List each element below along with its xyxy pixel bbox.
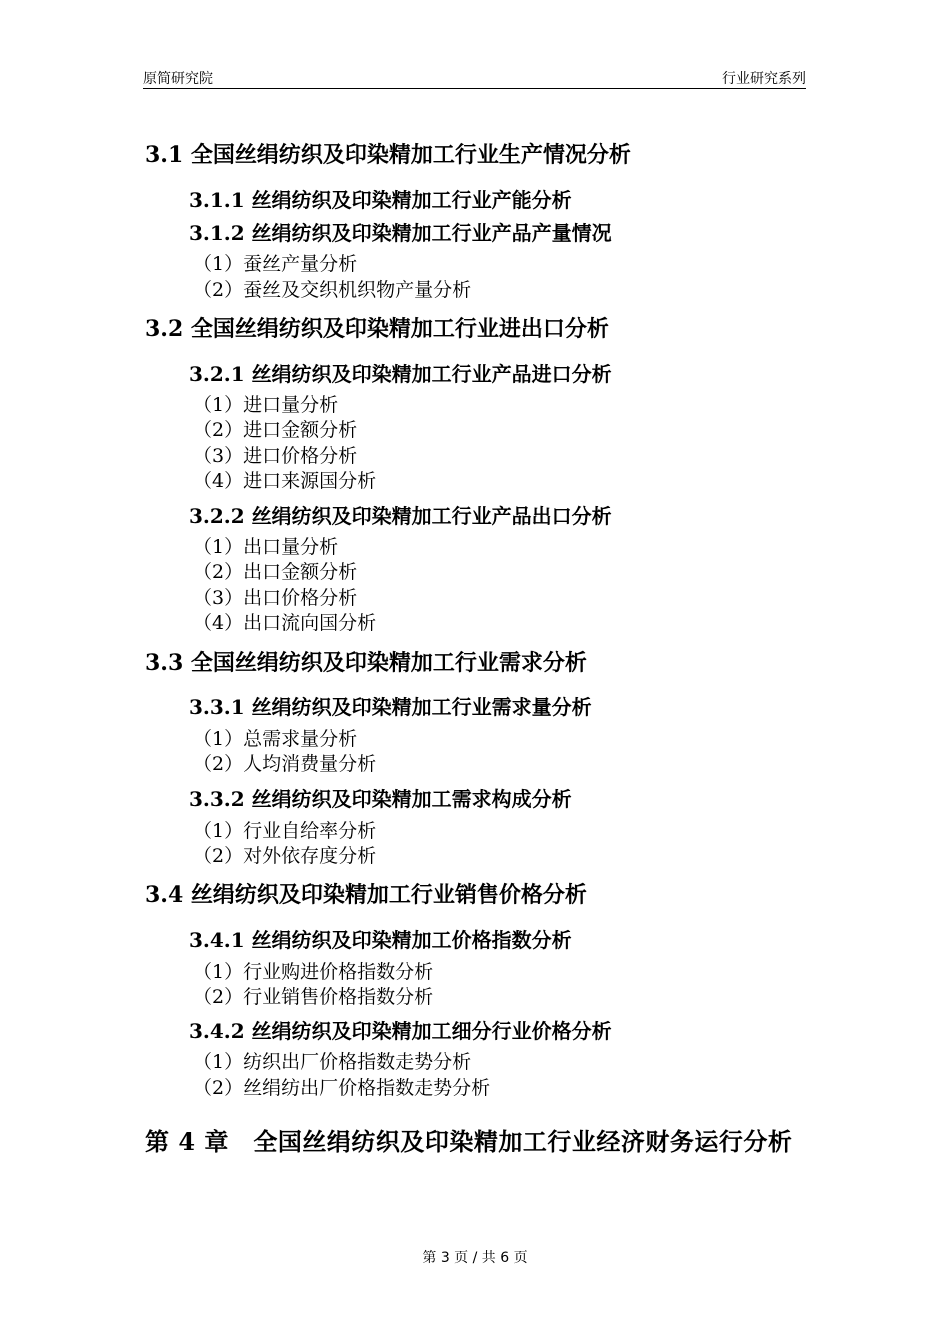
toc-subsection: 3.4.1 丝绢纺织及印染精加工价格指数分析 xyxy=(189,928,572,952)
toc-subsection: 3.4.2 丝绢纺织及印染精加工细分行业价格分析 xyxy=(189,1019,612,1043)
toc-section: 3.2 全国丝绢纺织及印染精加工行业进出口分析 xyxy=(145,316,609,342)
toc-item: （2）进口金额分析 xyxy=(193,419,358,441)
header-series-name: 行业研究系列 xyxy=(722,71,806,87)
toc-item: （2）行业销售价格指数分析 xyxy=(193,986,434,1008)
page-header xyxy=(143,66,806,89)
toc-section: 3.3 全国丝绢纺织及印染精加工行业需求分析 xyxy=(145,650,587,676)
toc-subsection: 3.1.2 丝绢纺织及印染精加工行业产品产量情况 xyxy=(189,221,612,245)
toc-item: （3）出口价格分析 xyxy=(193,587,358,609)
toc-item: （4）出口流向国分析 xyxy=(193,612,377,634)
toc-item: （2）对外依存度分析 xyxy=(193,845,377,867)
toc-subsection: 3.3.1 丝绢纺织及印染精加工行业需求量分析 xyxy=(189,695,592,719)
toc-item: （1）进口量分析 xyxy=(193,394,339,416)
toc-subsection: 3.2.1 丝绢纺织及印染精加工行业产品进口分析 xyxy=(189,362,612,386)
header-org-name: 原简研究院 xyxy=(143,71,213,87)
toc-item: （2）蚕丝及交织机织物产量分析 xyxy=(193,279,472,301)
toc-section: 3.4 丝绢纺织及印染精加工行业销售价格分析 xyxy=(145,882,587,908)
toc-item: （2）出口金额分析 xyxy=(193,561,358,583)
toc-item: （1）行业自给率分析 xyxy=(193,820,377,842)
toc-item: （3）进口价格分析 xyxy=(193,445,358,467)
toc-item: （1）蚕丝产量分析 xyxy=(193,253,358,275)
toc-item: （1）行业购进价格指数分析 xyxy=(193,961,434,983)
toc-item: （4）进口来源国分析 xyxy=(193,470,377,492)
toc-item: （1）总需求量分析 xyxy=(193,728,358,750)
toc-subsection: 3.3.2 丝绢纺织及印染精加工需求构成分析 xyxy=(189,787,572,811)
toc-item: （1）出口量分析 xyxy=(193,536,339,558)
toc-item: （2）人均消费量分析 xyxy=(193,753,377,775)
toc-subsection: 3.1.1 丝绢纺织及印染精加工行业产能分析 xyxy=(189,188,572,212)
toc-subsection: 3.2.2 丝绢纺织及印染精加工行业产品出口分析 xyxy=(189,504,612,528)
toc-item: （1）纺织出厂价格指数走势分析 xyxy=(193,1051,472,1073)
toc-section: 3.1 全国丝绢纺织及印染精加工行业生产情况分析 xyxy=(145,142,631,168)
page-number: 第 3 页 / 共 6 页 xyxy=(422,1250,528,1266)
toc-chapter: 第 4 章 全国丝绢纺织及印染精加工行业经济财务运行分析 xyxy=(145,1127,793,1156)
toc-item: （2）丝绢纺出厂价格指数走势分析 xyxy=(193,1077,491,1099)
